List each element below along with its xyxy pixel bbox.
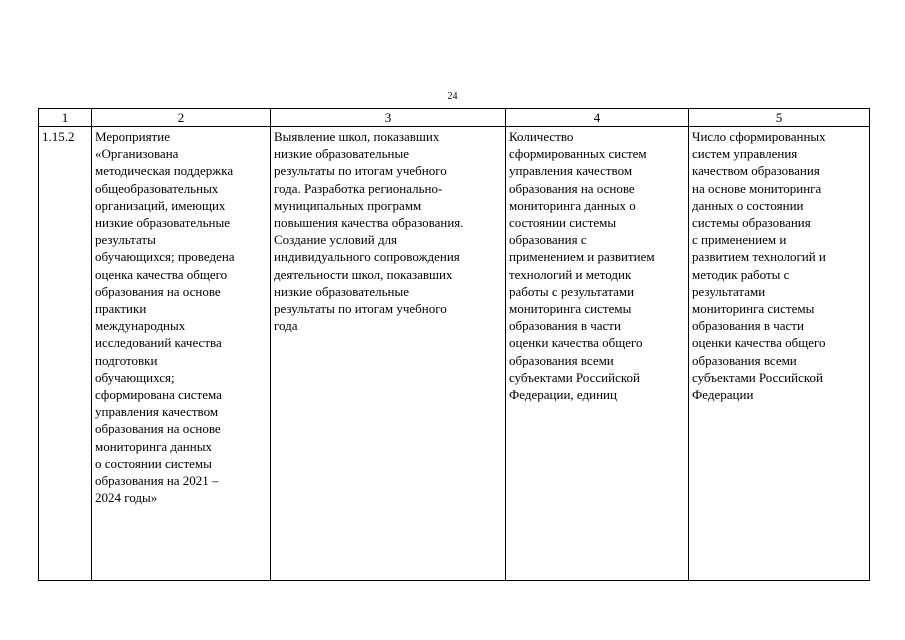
- text-line: о состоянии системы: [95, 455, 212, 471]
- text-line: оценка качества общего: [95, 266, 228, 282]
- document-table: [38, 108, 870, 581]
- text-line: деятельности школ, показавших: [274, 266, 453, 282]
- text-line: методическая поддержка: [95, 163, 234, 179]
- text-line: муниципальных программ: [274, 197, 422, 213]
- text-line: образования в части: [509, 318, 621, 334]
- text-line: результатами: [692, 283, 766, 299]
- text-line: сформированных систем: [509, 146, 647, 162]
- text-line: Федерации, единиц: [509, 387, 617, 403]
- text-line: международных: [95, 318, 186, 334]
- table-row: [39, 127, 870, 581]
- text-line: года: [274, 318, 298, 334]
- text-line: результаты: [95, 232, 156, 248]
- text-line: технологий и методик: [509, 266, 632, 282]
- text-line: управления качеством: [95, 404, 219, 420]
- text-line: мониторинга данных о: [509, 197, 636, 213]
- text-line: методик работы с: [692, 266, 790, 282]
- text-line: подготовки: [95, 352, 158, 368]
- page-number: 24: [447, 91, 458, 102]
- cell-indicator-name: [506, 127, 689, 581]
- text-line: результаты по итогам учебного: [274, 301, 447, 317]
- text-line: оценки качества общего: [509, 335, 643, 351]
- text-line: Количество: [509, 129, 574, 144]
- text-line: с применением и: [692, 232, 787, 248]
- column-header-3: 3: [271, 109, 506, 127]
- text-line: организаций, имеющих: [95, 197, 226, 213]
- text-line: оценки качества общего: [692, 335, 826, 351]
- text-line: данных о состоянии: [692, 197, 804, 213]
- column-header-2: 2: [92, 109, 271, 127]
- text-line: обучающихся; проведена: [95, 249, 235, 265]
- text-line: образования всеми: [692, 352, 797, 368]
- text-line: системы образования: [692, 215, 811, 231]
- text-line: работы с результатами: [509, 283, 635, 299]
- text-line: мониторинга системы: [509, 301, 632, 317]
- text-line: Федерации: [692, 387, 754, 403]
- column-header-1: 1: [39, 109, 92, 127]
- text-line: Создание условий для: [274, 232, 398, 248]
- cell-event-description: [92, 127, 271, 581]
- text-line: на основе мониторинга: [692, 180, 822, 196]
- cell-item-number: 1.15.2: [39, 127, 92, 581]
- text-line: «Организована: [95, 146, 179, 162]
- text-line: субъектами Российской: [692, 369, 823, 385]
- text-line: образования на основе: [95, 421, 221, 437]
- text-line: обучающихся;: [95, 369, 175, 385]
- text-line: 2024 годы»: [95, 490, 158, 506]
- text-line: образования в части: [692, 318, 804, 334]
- text-line: развитием технологий и: [692, 249, 826, 265]
- text-line: образования всеми: [509, 352, 614, 368]
- text-line: мониторинга данных: [95, 438, 212, 454]
- text-line: общеобразовательных: [95, 180, 219, 196]
- text-line: управления качеством: [509, 163, 633, 179]
- text-line: сформирована система: [95, 387, 222, 403]
- text-line: образования на основе: [509, 180, 635, 196]
- cell-indicator-definition: [689, 127, 870, 581]
- text-line: низкие образовательные: [274, 283, 410, 299]
- text-line: образования с: [509, 232, 587, 248]
- text-line: исследований качества: [95, 335, 222, 351]
- text-line: образования на 2021 –: [95, 473, 219, 489]
- cell-activities: [271, 127, 506, 581]
- text-line: систем управления: [692, 146, 798, 162]
- text-line: Выявление школ, показавших: [274, 129, 440, 144]
- text-line: состоянии системы: [509, 215, 617, 231]
- text-line: мониторинга системы: [692, 301, 815, 317]
- text-line: результаты по итогам учебного: [274, 163, 447, 179]
- text-line: образования на основе: [95, 283, 221, 299]
- text-line: низкие образовательные: [95, 215, 231, 231]
- text-line: года. Разработка регионально-: [274, 180, 443, 196]
- text-line: Число сформированных: [692, 129, 826, 144]
- text-line: низкие образовательные: [274, 146, 410, 162]
- text-line: индивидуального сопровождения: [274, 249, 460, 265]
- column-header-4: 4: [506, 109, 689, 127]
- text-line: субъектами Российской: [509, 369, 640, 385]
- column-header-5: 5: [689, 109, 870, 127]
- text-line: практики: [95, 301, 147, 317]
- text-line: качеством образования: [692, 163, 820, 179]
- text-line: повышения качества образования.: [274, 215, 464, 231]
- table-header-row: [39, 109, 870, 127]
- text-line: применением и развитием: [509, 249, 655, 265]
- text-line: Мероприятие: [95, 129, 170, 144]
